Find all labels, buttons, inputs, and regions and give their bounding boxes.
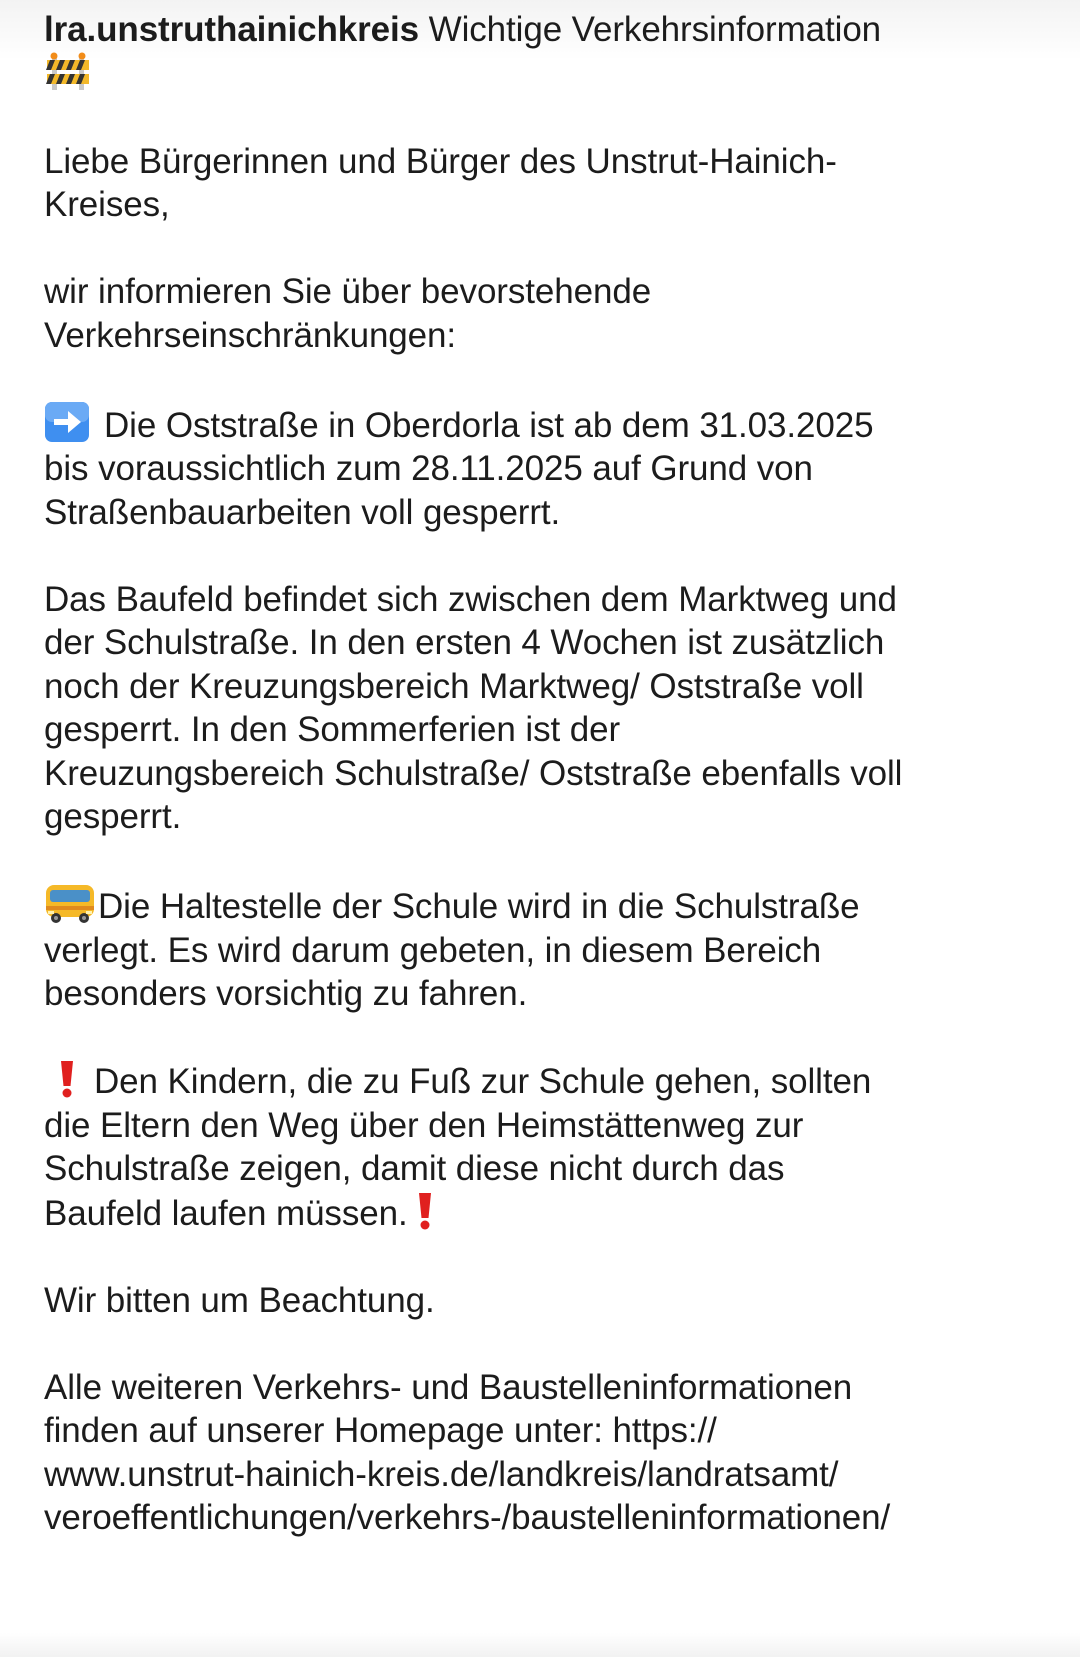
bus-text-1: Die Haltestelle der Schule wird in die Schulstraße <box>98 887 860 926</box>
children-line-2: die Eltern den Weg über den Heimstättenweg zur <box>44 1105 804 1145</box>
intro-line-1: wir informieren Sie über bevorstehende <box>44 272 652 311</box>
construction-line-6: gesperrt. <box>44 797 182 836</box>
caption-header <box>44 8 1044 52</box>
children-text-4: Baufeld laufen müssen. <box>44 1193 408 1233</box>
spacer <box>44 1016 1044 1060</box>
bus-line-3: besonders vorsichtig zu fahren. <box>44 974 528 1013</box>
construction-barrier-icon <box>44 52 92 92</box>
closure-line-3: Straßenbauarbeiten voll gesperrt. <box>44 492 561 532</box>
homepage-link-line-2[interactable]: veroeffentlichungen/verkehrs-/baustelleninformationen/ <box>44 1498 891 1537</box>
notice-line: Wir bitten um Beachtung. <box>44 1280 435 1320</box>
post-caption <box>44 8 1044 1540</box>
construction-line-3: noch der Kreuzungsbereich Marktweg/ Oststraße voll <box>44 666 864 706</box>
greeting-line-1: Liebe Bürgerinnen und Bürger des Unstrut-Hainich- <box>44 141 837 181</box>
spacer <box>44 1235 1044 1279</box>
bus-icon <box>44 882 96 924</box>
closure-line-1 <box>44 401 1044 448</box>
spacer <box>44 227 1044 271</box>
intro-line-2: Verkehrseinschränkungen: <box>44 315 457 355</box>
spacer <box>44 96 1044 140</box>
greeting-line-2: Kreises, <box>44 185 170 224</box>
spacer <box>44 357 1044 401</box>
construction-line-5: Kreuzungsbereich Schulstraße/ Oststraße ebenfalls voll <box>44 753 903 793</box>
more-info-line-1: Alle weiteren Verkehrs- und Baustelleninformationen <box>44 1367 853 1407</box>
children-line-4 <box>44 1191 1044 1236</box>
homepage-link-line-1[interactable]: www.unstrut-hainich-kreis.de/landkreis/landratsamt/ <box>44 1454 839 1494</box>
spacer <box>44 839 1044 883</box>
bus-line-2: verlegt. Es wird darum gebeten, in diesem Bereich <box>44 930 822 970</box>
children-text-1: Den Kindern, die zu Fuß zur Schule gehen, sollten <box>94 1062 872 1101</box>
closure-text-1: Die Oststraße in Oberdorla ist ab dem 31.03.2025 <box>104 405 874 445</box>
construction-line-1: Das Baufeld befindet sich zwischen dem Marktweg und <box>44 579 897 619</box>
bus-line-1 <box>44 882 1044 929</box>
bottom-fade <box>0 1633 1080 1657</box>
children-line-1 <box>44 1059 1044 1104</box>
post-title: Wichtige Verkehrsinformation <box>428 10 882 49</box>
construction-line-4: gesperrt. In den Sommerferien ist der <box>44 710 621 749</box>
exclamation-icon <box>56 1059 78 1099</box>
construction-line-2: der Schulstraße. In den ersten 4 Wochen ist zusätzlich <box>44 623 885 662</box>
children-line-3: Schulstraße zeigen, damit diese nicht durch das <box>44 1149 785 1188</box>
spacer <box>44 1322 1044 1366</box>
title-emoji-line <box>44 52 1044 97</box>
right-arrow-icon <box>44 401 90 443</box>
exclamation-icon <box>414 1191 436 1231</box>
more-info-line-2[interactable]: finden auf unserer Homepage unter: https:// <box>44 1411 717 1450</box>
closure-line-2: bis voraussichtlich zum 28.11.2025 auf Grund von <box>44 449 813 488</box>
account-username[interactable]: lra.unstruthainichkreis <box>44 10 420 49</box>
spacer <box>44 534 1044 578</box>
